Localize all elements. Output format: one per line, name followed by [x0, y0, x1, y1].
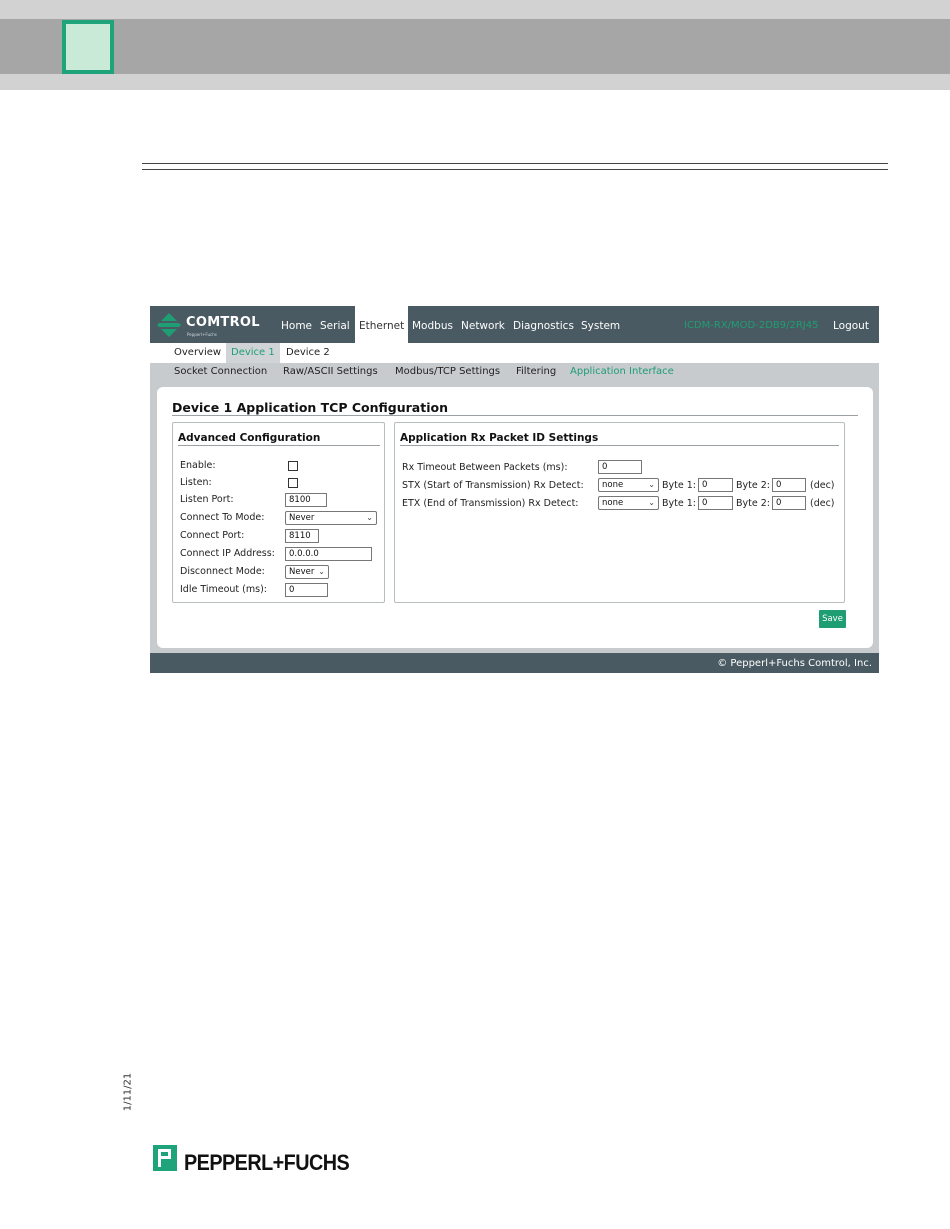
- rx-timeout-input[interactable]: 0: [598, 460, 642, 474]
- stx-mode-value: none: [602, 480, 624, 490]
- section-rule-bottom: [142, 169, 888, 170]
- connect-mode-value: Never: [289, 513, 315, 523]
- pepperl-fuchs-logo-icon: [153, 1145, 177, 1171]
- etx-mode-select[interactable]: [598, 496, 659, 510]
- nav-diagnostics[interactable]: Diagnostics: [513, 320, 574, 332]
- listen-checkbox[interactable]: [288, 478, 298, 488]
- etx-byte1-label: Byte 1:: [662, 498, 696, 509]
- logout-link[interactable]: Logout: [833, 320, 869, 332]
- comtrol-logo[interactable]: [156, 310, 276, 340]
- subnav-device-2[interactable]: Device 2: [286, 347, 330, 358]
- chevron-down-icon: ⌄: [648, 498, 655, 507]
- chapter-tab-marker: [62, 20, 114, 74]
- nav-modbus[interactable]: Modbus: [412, 320, 453, 332]
- publisher-wordmark: PEPPERL+FUCHS: [184, 1150, 350, 1175]
- stx-byte1-label: Byte 1:: [662, 480, 696, 491]
- stx-byte2-input[interactable]: 0: [772, 478, 806, 492]
- connect-mode-select[interactable]: [285, 511, 377, 525]
- connect-mode-label: Connect To Mode:: [180, 512, 265, 523]
- stx-label: STX (Start of Transmission) Rx Detect:: [402, 480, 584, 491]
- section-rule-top: [142, 163, 888, 164]
- top-navbar: [150, 306, 879, 343]
- save-button[interactable]: Save: [819, 610, 846, 628]
- idle-timeout-label: Idle Timeout (ms):: [180, 584, 267, 595]
- panel-divider: [178, 445, 380, 446]
- etx-byte2-label: Byte 2:: [736, 498, 770, 509]
- enable-label: Enable:: [180, 460, 216, 471]
- config-card: [157, 387, 873, 648]
- advanced-config-title: Advanced Configuration: [178, 432, 321, 444]
- rx-timeout-label: Rx Timeout Between Packets (ms):: [402, 462, 568, 473]
- chevron-down-icon: ⌄: [318, 567, 325, 576]
- disconnect-mode-value: Never: [289, 567, 315, 577]
- idle-timeout-input[interactable]: 0: [285, 583, 328, 597]
- brand-name: COMTROL: [186, 315, 260, 330]
- etx-byte1-input[interactable]: 0: [698, 496, 733, 510]
- connect-ip-input[interactable]: 0.0.0.0: [285, 547, 372, 561]
- rx-packet-title: Application Rx Packet ID Settings: [400, 432, 599, 444]
- nav-ethernet[interactable]: Ethernet: [355, 306, 408, 343]
- rx-packet-panel: [394, 422, 845, 603]
- tab-socket-connection[interactable]: Socket Connection: [174, 366, 268, 377]
- stx-mode-select[interactable]: [598, 478, 659, 492]
- panel-divider: [400, 445, 839, 446]
- tab-modbus-tcp-settings[interactable]: Modbus/TCP Settings: [395, 366, 501, 377]
- subnav-overview[interactable]: Overview: [174, 347, 222, 358]
- stx-dec-label: (dec): [810, 480, 835, 491]
- etx-byte2-input[interactable]: 0: [772, 496, 806, 510]
- chevron-down-icon: ⌄: [648, 480, 655, 489]
- header-top-strip: [0, 0, 950, 19]
- connect-port-input[interactable]: 8110: [285, 529, 319, 543]
- listen-label: Listen:: [180, 477, 212, 488]
- header-band: [0, 19, 950, 74]
- subnav-device-1[interactable]: Device 1: [226, 343, 280, 363]
- comtrol-logo-icon: [156, 312, 182, 338]
- listen-port-label: Listen Port:: [180, 494, 234, 505]
- header-bottom-strip: [0, 74, 950, 90]
- settings-tabbar: [150, 363, 879, 383]
- stx-byte1-input[interactable]: 0: [698, 478, 733, 492]
- title-divider: [172, 415, 858, 416]
- device-model: ICDM-RX/MOD-2DB9/2RJ45: [684, 320, 819, 331]
- tab-raw-ascii-settings[interactable]: Raw/ASCII Settings: [283, 366, 378, 377]
- copyright-text: © Pepperl+Fuchs Comtrol, Inc.: [717, 658, 872, 669]
- brand-tagline: Pepperl+Fuchs: [187, 332, 217, 337]
- content-area: [150, 383, 879, 653]
- advanced-config-panel: [172, 422, 385, 603]
- document-date: 1/11/21: [122, 1072, 134, 1112]
- listen-port-input[interactable]: 8100: [285, 493, 327, 507]
- etx-dec-label: (dec): [810, 498, 835, 509]
- etx-label: ETX (End of Transmission) Rx Detect:: [402, 498, 579, 509]
- connect-port-label: Connect Port:: [180, 530, 245, 541]
- nav-system[interactable]: System: [581, 320, 621, 332]
- footer-bar: [150, 653, 879, 673]
- chevron-down-icon: ⌄: [366, 513, 373, 522]
- tab-application-interface[interactable]: Application Interface: [570, 366, 674, 377]
- nav-home[interactable]: Home: [281, 320, 313, 332]
- etx-mode-value: none: [602, 498, 624, 508]
- disconnect-mode-select[interactable]: [285, 565, 329, 579]
- page-title: Device 1 Application TCP Configuration: [172, 400, 448, 415]
- connect-ip-label: Connect IP Address:: [180, 548, 275, 559]
- nav-serial[interactable]: Serial: [320, 320, 350, 332]
- nav-network[interactable]: Network: [461, 320, 505, 332]
- tab-filtering[interactable]: Filtering: [516, 366, 557, 377]
- web-ui-screenshot: [150, 306, 879, 673]
- stx-byte2-label: Byte 2:: [736, 480, 770, 491]
- enable-checkbox[interactable]: [288, 461, 298, 471]
- device-subnav: [150, 343, 879, 363]
- disconnect-mode-label: Disconnect Mode:: [180, 566, 265, 577]
